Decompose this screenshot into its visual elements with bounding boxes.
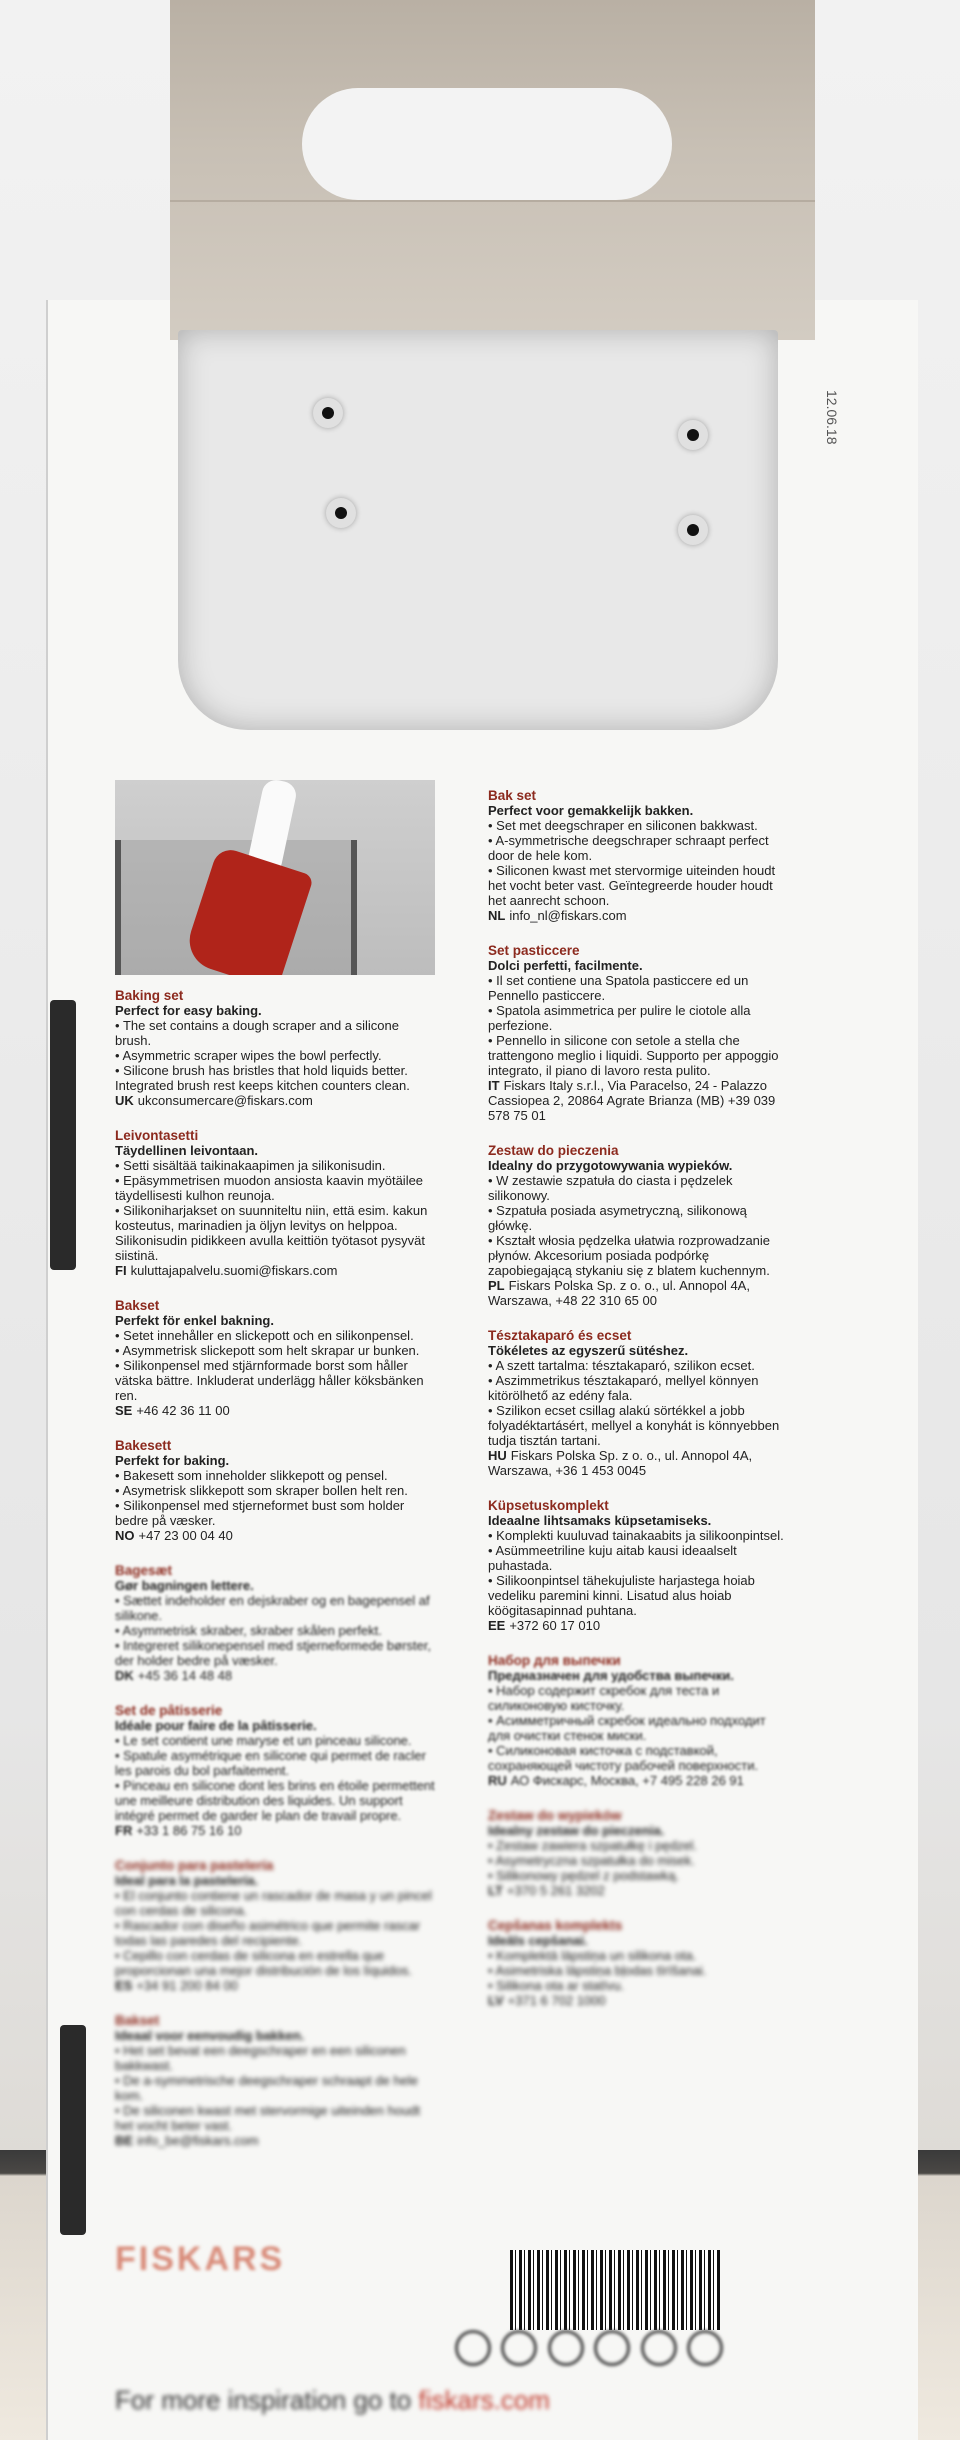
section-subtitle: Täydellinen leivontaan. [115,1143,259,1158]
country-code: LT [488,1883,503,1898]
contact-info: info_be@fiskars.com [137,2133,259,2148]
country-code: FR [115,1823,133,1838]
language-section [115,2013,435,2148]
contact-info: +372 60 17 010 [509,1618,601,1633]
bullet-item: • Il set contiene una Spatola pasticcere ed un Pennello pasticcere. [488,973,788,1003]
language-section [115,1438,435,1543]
contact-info: +45 36 14 48 48 [137,1668,233,1683]
bullet-item: • Le set contient une maryse et un pinceau silicone. [115,1733,435,1748]
contact-info: ukconsumercare@fiskars.com [137,1093,313,1108]
hanger-tab [170,0,815,340]
section-title: Küpsetuskomplekt [488,1498,609,1513]
country-code: IT [488,1078,500,1093]
bullet-item: • Sættet indeholder en dejskraber og en bagepensel af silikone. [115,1593,435,1623]
section-subtitle: Perfekt for baking. [115,1453,230,1468]
section-subtitle: Ideāls cepšanai. [488,1933,588,1948]
country-code: FI [115,1263,127,1278]
section-subtitle: Idealny zestaw do pieczenia. [488,1823,665,1838]
language-section [115,1298,435,1418]
section-title: Bakesett [115,1438,172,1453]
left-text-column [115,988,435,2168]
section-subtitle: Ideal para la pastelería. [115,1873,259,1888]
bullet-item: • Setet innehåller en slickepott och en silikonpensel. [115,1328,435,1343]
contact-line [115,1093,435,1108]
section-title: Leivontasetti [115,1128,199,1143]
contact-info: +371 6 702 1000 [507,1993,606,2008]
bullet-item: • Siliconen kwast met stervormige uiteinden houdt het vocht beter vast. Geïntegreerde houder houdt het aanrecht schoon. [488,863,788,908]
recycle-icon [455,2330,491,2366]
section-title: Bagesæt [115,1563,173,1578]
bullet-item: • Kształt włosia pędzelka ułatwia rozprowadzanie płynów. Akcesorium posiada podpórkę zapobiegającą stykaniu się z blatem kuchennym. [488,1233,788,1278]
bullet-item: • Asümmeetriline kuju aitab kausi ideaalselt puhastada. [488,1543,788,1573]
bullet-item: • Komplekti kuuluvad tainakaabits ja silikoonpintsel. [488,1528,788,1543]
contact-line [115,1823,435,1838]
contact-line [488,1448,788,1478]
section-title: Bakset [115,2013,160,2028]
brand-logo: FISKARS [115,2240,286,2278]
holder-slot [313,398,343,428]
bullet-item: • W zestawie szpatuła do ciasta i pędzelek silikonowy. [488,1173,788,1203]
section-subtitle: Ideaalne lihtsamaks küpsetamiseks. [488,1513,712,1528]
bullet-item: • Spatule asymétrique en silicone qui permet de racler les parois du bol parfaitement. [115,1748,435,1778]
bullet-item: • Pennello in silicone con setole a stella che trattengono meglio i liquidi. Supporto per appoggio integrato, il piano di lavoro resta pulito. [488,1033,788,1078]
bullet-item: • Silikoniharjakset on suunniteltu niin, että esim. kakun kosteutus, marinadien ja öljyn levitys on helppoa. Silikonisudin pidikkeen avulla keittiön työtasot pysyvät siistinä. [115,1203,435,1263]
bullet-item: • The set contains a dough scraper and a silicone brush. [115,1018,435,1048]
language-section [115,988,435,1108]
country-code: UK [115,1093,134,1108]
section-title: Zestaw do wypieków [488,1808,622,1823]
section-title: Bakset [115,1298,160,1313]
section-title: Conjunto para pastelería [115,1858,274,1873]
holder-slot [678,420,708,450]
bullet-item: • Setti sisältää taikinakaapimen ja silikonisudin. [115,1158,435,1173]
right-text-column [488,788,788,2028]
section-subtitle: Gør bagningen lettere. [115,1578,254,1593]
bullet-item: • Szilikon ecset csillag alakú sörtékkel a jobb folyadéktartásért, mellyel a konyhát is könnyebben tudja tisztán tartani. [488,1403,788,1448]
contact-info: +46 42 36 11 00 [136,1403,230,1418]
contact-info: Fiskars Italy s.r.l., Via Paracelso, 24 - Palazzo Cassiopea 2, 20864 Agrate Brianza (MB) +39 039 578 75 01 [488,1078,776,1123]
contact-line [488,1883,788,1898]
language-section [488,1498,788,1633]
bullet-item: • Bakesett som inneholder slikkepott og pensel. [115,1468,435,1483]
contact-info: info_nl@fiskars.com [509,908,627,923]
country-code: BE [115,2133,134,2148]
food-safe-icon [687,2330,723,2366]
section-subtitle: Idealny do przygotowywania wypieków. [488,1158,733,1173]
contact-line [488,1993,788,2008]
shelf-strap [60,2025,86,2235]
section-title: Tésztakaparó és ecset [488,1328,632,1343]
bullet-item: • Silikonpensel med stjerneformet bust som holder bedre på væsker. [115,1498,435,1528]
section-title: Set de pâtisserie [115,1703,223,1718]
language-section [115,1128,435,1278]
section-subtitle: Perfect for easy baking. [115,1003,262,1018]
symbol-row [455,2330,735,2370]
contact-info: +47 23 00 04 40 [138,1528,233,1543]
shelf-strap [50,1000,76,1270]
contact-info: kuluttajapalvelu.suomi@fiskars.com [130,1263,338,1278]
country-code: RU [488,1773,507,1788]
bullet-item: • Асимметричный скребок идеально подходит для очистки стенок миски. [488,1713,788,1743]
section-title: Set pasticcere [488,943,580,958]
bullet-item: • A-symmetrische deegschraper schraapt perfect door de hele kom. [488,833,788,863]
section-subtitle: Tökéletes az egyszerű sütéshez. [488,1343,689,1358]
section-subtitle: Idéale pour faire de la pâtisserie. [115,1718,317,1733]
bullet-item: • Силиконовая кисточка с подставкой, сохраняющей чистоту рабочей поверхности. [488,1743,788,1773]
contact-info: +370 5 261 3202 [506,1883,605,1898]
contact-line [488,1618,788,1633]
language-section [488,1808,788,1898]
bullet-item: • El conjunto contiene un rascador de masa y un pincel con cerdas de silicona. [115,1888,435,1918]
section-title: Bak set [488,788,537,803]
bullet-item: • Silikonpensel med stjärnformade borst som håller vätska bättre. Inkluderat underlägg håller köksbänken ren. [115,1358,435,1403]
country-code: PL [488,1278,505,1293]
language-section [115,1563,435,1683]
contact-line [115,1528,435,1543]
hang-hole [302,88,672,200]
language-section [488,1918,788,2008]
bullet-item: • Asymmetrisk skraber, skraber skålen perfekt. [115,1623,435,1638]
language-section [488,1143,788,1308]
country-code: LV [488,1993,504,2008]
bullet-item: • Silicone brush has bristles that hold liquids better. Integrated brush rest keeps kitchen counters clean. [115,1063,435,1093]
language-section [488,1653,788,1788]
footer-link[interactable]: fiskars.com [418,2385,550,2415]
bullet-item: • Asymetryczna szpatułka do misek. [488,1853,788,1868]
bullet-item: • Epäsymmetrisen muodon ansiosta kaavin myötäilee täydellisesti kulhon reunoja. [115,1173,435,1203]
section-title: Baking set [115,988,184,1003]
bullet-item: • Szpatuła posiada asymetryczną, silikonową główkę. [488,1203,788,1233]
recycle-icon [501,2330,537,2366]
food-safe-icon [548,2330,584,2366]
bullet-item: • Cepillo con cerdas de silicona en estrella que proporcionan una mejor distribución de los líquidos. [115,1948,435,1978]
footer-line [115,2385,550,2416]
dishwasher-icon [594,2330,630,2366]
country-code: DK [115,1668,134,1683]
bullet-item: • Komplektā lāpstiņa un silikona ota. [488,1948,788,1963]
bullet-item: • Asymmetric scraper wipes the bowl perfectly. [115,1048,435,1063]
bullet-item: • Asimetriska lāpstiņa bļodas tīrīšanai. [488,1963,788,1978]
contact-line [488,1278,788,1308]
country-code: SE [115,1403,133,1418]
contact-info: Fiskars Polska Sp. z o. o., ul. Annopol 4A, Warszawa, +36 1 453 0045 [488,1448,753,1478]
section-title: Набор для выпечки [488,1653,621,1668]
section-subtitle: Предназначен для удобства выпечки. [488,1668,734,1683]
bullet-item: • Set met deegschraper en siliconen bakkwast. [488,818,788,833]
country-code: NO [115,1528,135,1543]
section-title: Cepšanas komplekts [488,1918,623,1933]
bullet-item: • A szett tartalma: tésztakaparó, szilikon ecset. [488,1358,788,1373]
contact-info: Fiskars Polska Sp. z o. o., ul. Annopol 4A, Warszawa, +48 22 310 65 00 [488,1278,750,1308]
contact-info: +33 1 86 75 16 10 [136,1823,242,1838]
language-section [488,943,788,1123]
section-subtitle: Perfect voor gemakkelijk bakken. [488,803,694,818]
contact-line [115,1403,435,1418]
bullet-item: • Het set bevat een deegschraper en een siliconen bakkwast. [115,2043,435,2073]
language-section [488,788,788,923]
contact-line [115,2133,435,2148]
recycle-icon [641,2330,677,2366]
footer-text: For more inspiration go to [115,2385,412,2415]
country-code: HU [488,1448,507,1463]
date-code: 12.06.18 [824,390,840,445]
language-section [115,1703,435,1838]
product-window [178,330,778,730]
country-code: NL [488,908,506,923]
contact-info: АО Фискарс, Москва, +7 495 228 26 91 [510,1773,744,1788]
bullet-item: • De a-symmetrische deegschraper schraapt de hele kom. [115,2073,435,2103]
holder-slot [326,498,356,528]
bullet-item: • Aszimmetrikus tésztakaparó, mellyel könnyen kitörölhető az edény fala. [488,1373,788,1403]
country-code: EE [488,1618,506,1633]
bullet-item: • Silikonowy pędzel z podstawką. [488,1868,788,1883]
bullet-item: • Asymmetrisk slickepott som helt skrapar ur bunken. [115,1343,435,1358]
country-code: ES [115,1978,133,1993]
bullet-item: • Pinceau en silicone dont les brins en étoile permettent une meilleure distribution des liquides. Un support intégré permet de garder le plan de travail propre. [115,1778,435,1823]
bullet-item: • Silikoonpintsel tähekujuliste harjastega hoiab vedeliku paremini kinni. Lisatud alus hoiab köögitasapinnad puhtana. [488,1573,788,1618]
bullet-item: • De siliconen kwast met stervormige uiteinden houdt het vocht beter vast. [115,2103,435,2133]
bullet-item: • Набор содержит скребок для теста и силиконовую кисточку. [488,1683,788,1713]
contact-line [115,1978,435,1993]
bullet-item: • Asymetrisk slikkepott som skraper bollen helt ren. [115,1483,435,1498]
contact-line [115,1263,435,1278]
section-subtitle: Perfekt för enkel bakning. [115,1313,274,1328]
section-title: Zestaw do pieczenia [488,1143,619,1158]
language-section [488,1328,788,1478]
product-photo [115,780,435,975]
bullet-item: • Spatola asimmetrica per pulire le ciotole alla perfezione. [488,1003,788,1033]
language-section [115,1858,435,1993]
bullet-item: • Zestaw zawiera szpatułkę i pędzel. [488,1838,788,1853]
contact-line [488,1078,788,1123]
section-subtitle: Dolci perfetti, facilmente. [488,958,643,973]
bullet-item: • Rascador con diseño asimétrico que permite rascar todas las paredes del recipiente. [115,1918,435,1948]
fold-crease [170,200,815,202]
section-subtitle: Ideaal voor eenvoudig bakken. [115,2028,305,2043]
contact-line [488,908,788,923]
barcode [510,2250,720,2330]
holder-slot [678,515,708,545]
contact-line [115,1668,435,1683]
bullet-item: • Silikona ota ar statīvu. [488,1978,788,1993]
contact-info: +34 91 200 84 00 [136,1978,238,1993]
contact-line [488,1773,788,1788]
bullet-item: • Integreret silikonepensel med stjerneformede børster, der holder bedre på væsker. [115,1638,435,1668]
